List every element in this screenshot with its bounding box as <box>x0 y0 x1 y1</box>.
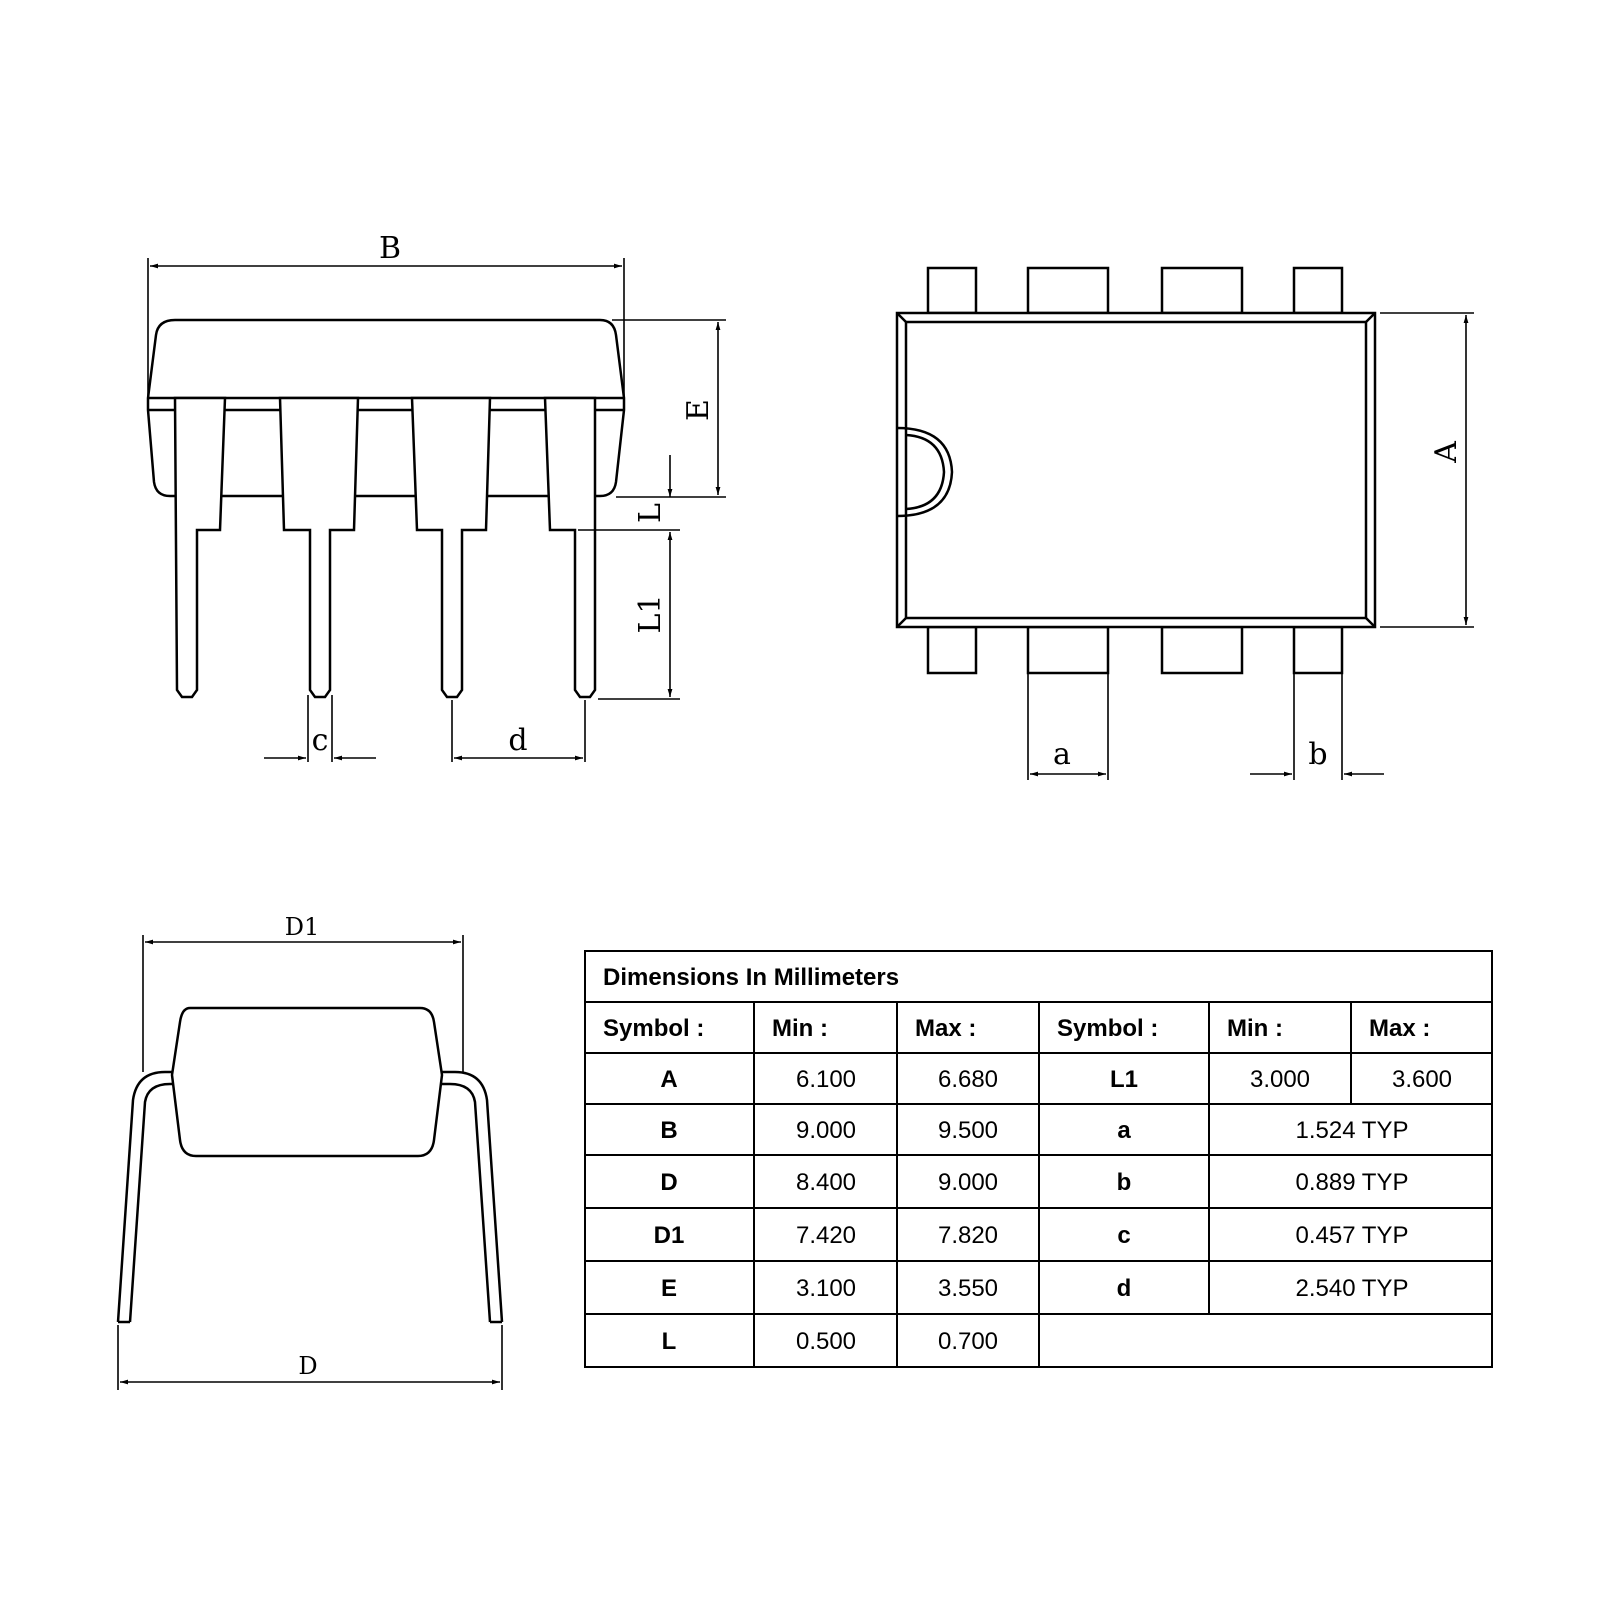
cell-max: 9.500 <box>937 1117 999 1144</box>
cell-symbol: L1 <box>1109 1066 1139 1093</box>
package-body-top <box>897 313 1375 627</box>
cell-typ: 2.540 TYP <box>1295 1275 1409 1302</box>
cell-symbol: a <box>1117 1117 1131 1144</box>
dim-label-c: c <box>311 723 329 758</box>
cell-symbol: b <box>1116 1169 1132 1196</box>
bottom-pin-3 <box>1162 627 1242 673</box>
cell-min: 9.000 <box>795 1117 857 1144</box>
cell-max: 3.550 <box>937 1275 999 1302</box>
cell-min: 6.100 <box>795 1066 857 1093</box>
cell-max: 3.600 <box>1391 1066 1453 1093</box>
lead-1 <box>175 398 225 697</box>
cell-symbol: B <box>660 1117 678 1144</box>
cell-min: 0.500 <box>795 1328 857 1355</box>
cell-max: 9.000 <box>937 1169 999 1196</box>
top-pin-1 <box>928 268 976 313</box>
cell-symbol: D <box>660 1169 678 1196</box>
header-max-2: Max : <box>1369 1015 1431 1042</box>
cell-typ: 0.457 TYP <box>1295 1222 1409 1249</box>
cell-max: 7.820 <box>937 1222 999 1249</box>
cell-max: 0.700 <box>937 1328 999 1355</box>
bottom-pin-4 <box>1294 627 1342 673</box>
dim-label-L1: L1 <box>633 594 668 634</box>
cell-symbol: c <box>1117 1222 1131 1249</box>
table-title: Dimensions In Millimeters <box>603 964 900 991</box>
lead-3 <box>412 398 490 697</box>
cell-typ: 0.889 TYP <box>1295 1169 1409 1196</box>
package-body-end <box>172 1008 442 1156</box>
bottom-pin-1 <box>928 627 976 673</box>
top-pin-4 <box>1294 268 1342 313</box>
cell-symbol: L <box>661 1328 677 1355</box>
cell-typ: 1.524 TYP <box>1295 1117 1409 1144</box>
cell-symbol: d <box>1116 1275 1132 1302</box>
dim-label-b: b <box>1308 737 1328 772</box>
cell-symbol: A <box>660 1066 678 1093</box>
lead-4 <box>545 398 595 697</box>
dim-label-E: E <box>681 399 716 421</box>
header-symbol-1: Symbol : <box>603 1015 705 1042</box>
top-pin-2 <box>1028 268 1108 313</box>
cell-min: 7.420 <box>795 1222 857 1249</box>
cell-symbol: E <box>660 1275 678 1302</box>
cell-symbol: D1 <box>653 1222 685 1249</box>
dim-label-D: D <box>298 1352 318 1380</box>
header-symbol-2: Symbol : <box>1057 1015 1159 1042</box>
header-min-1: Min : <box>772 1015 828 1042</box>
dim-label-D1: D1 <box>284 913 320 941</box>
dim-label-a: a <box>1053 737 1071 772</box>
dim-label-d: d <box>508 723 528 758</box>
dim-label-L: L <box>633 503 668 523</box>
cell-max: 6.680 <box>937 1066 999 1093</box>
dimensions-table <box>585 951 1492 1367</box>
end-view <box>118 913 502 1390</box>
side-view <box>148 231 726 762</box>
dim-label-B: B <box>378 231 402 266</box>
lead-2 <box>280 398 358 697</box>
cell-min: 3.100 <box>795 1275 857 1302</box>
header-max-1: Max : <box>915 1015 977 1042</box>
top-pin-3 <box>1162 268 1242 313</box>
cell-min: 8.400 <box>795 1169 857 1196</box>
dim-label-A: A <box>1429 441 1464 463</box>
cell-min: 3.000 <box>1249 1066 1311 1093</box>
header-min-2: Min : <box>1227 1015 1283 1042</box>
top-view <box>897 268 1474 780</box>
bottom-pin-2 <box>1028 627 1108 673</box>
